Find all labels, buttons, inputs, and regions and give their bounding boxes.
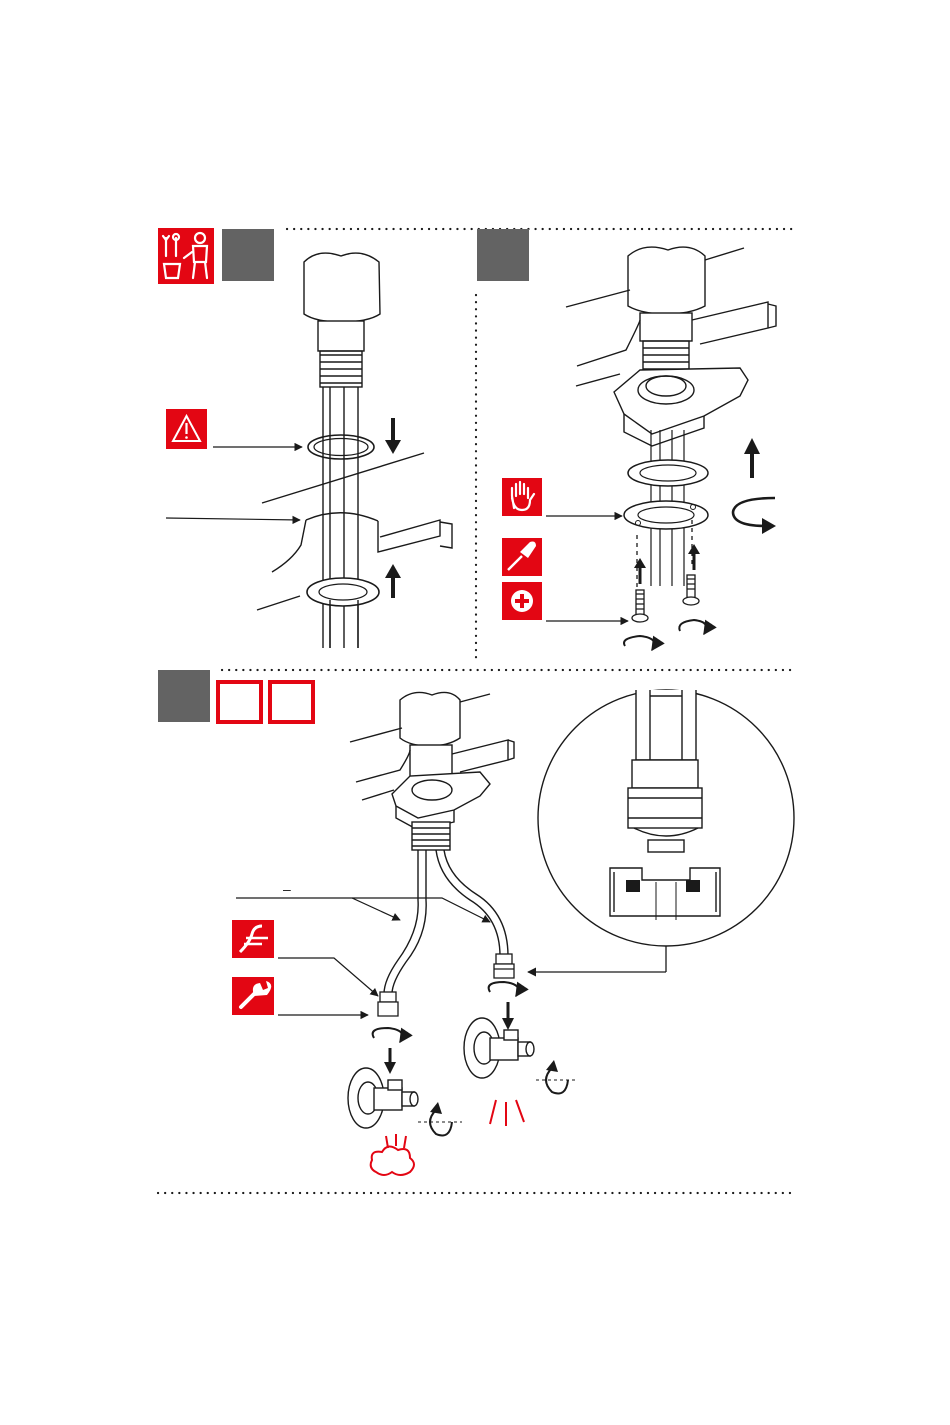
arrow-up-2	[744, 438, 760, 478]
arrow-up-1	[385, 564, 401, 598]
wrench-icon	[232, 977, 274, 1015]
detail-magnifier	[538, 690, 794, 946]
empty-red-box-icon	[218, 682, 261, 722]
hose-label: –	[283, 881, 291, 897]
screwdriver-icon	[502, 538, 542, 576]
arrow-down-1	[385, 418, 401, 454]
rotate-arrows	[624, 620, 706, 650]
warning-triangle-icon	[166, 409, 207, 449]
panel-2	[477, 229, 776, 650]
phillips-screw-icon	[502, 582, 542, 620]
panel-3	[158, 670, 794, 1175]
valve-rotate-arrows	[418, 1060, 578, 1136]
fixing-screws	[632, 520, 699, 622]
step-box-3	[158, 670, 210, 722]
steam-cloud-icon	[371, 1134, 414, 1175]
step-box-2	[477, 229, 529, 281]
hose-leaders	[236, 898, 490, 1015]
water-spray-icon	[490, 1100, 524, 1126]
hose-nut	[378, 954, 514, 1016]
bracket-3	[392, 772, 490, 850]
tools-and-installer-icon	[158, 228, 214, 284]
angle-valve	[464, 1018, 534, 1078]
empty-red-box-icon-2	[270, 682, 313, 722]
angle-valve-2	[348, 1068, 418, 1128]
tap-assembly-2	[628, 247, 705, 379]
step-box-1	[222, 229, 274, 281]
tap-assembly-3	[400, 692, 460, 783]
large-rotate-arrow	[733, 498, 776, 534]
panel-1	[158, 228, 452, 648]
hand-tighten-icon	[502, 478, 542, 516]
flexible-hose-icon	[232, 920, 274, 958]
